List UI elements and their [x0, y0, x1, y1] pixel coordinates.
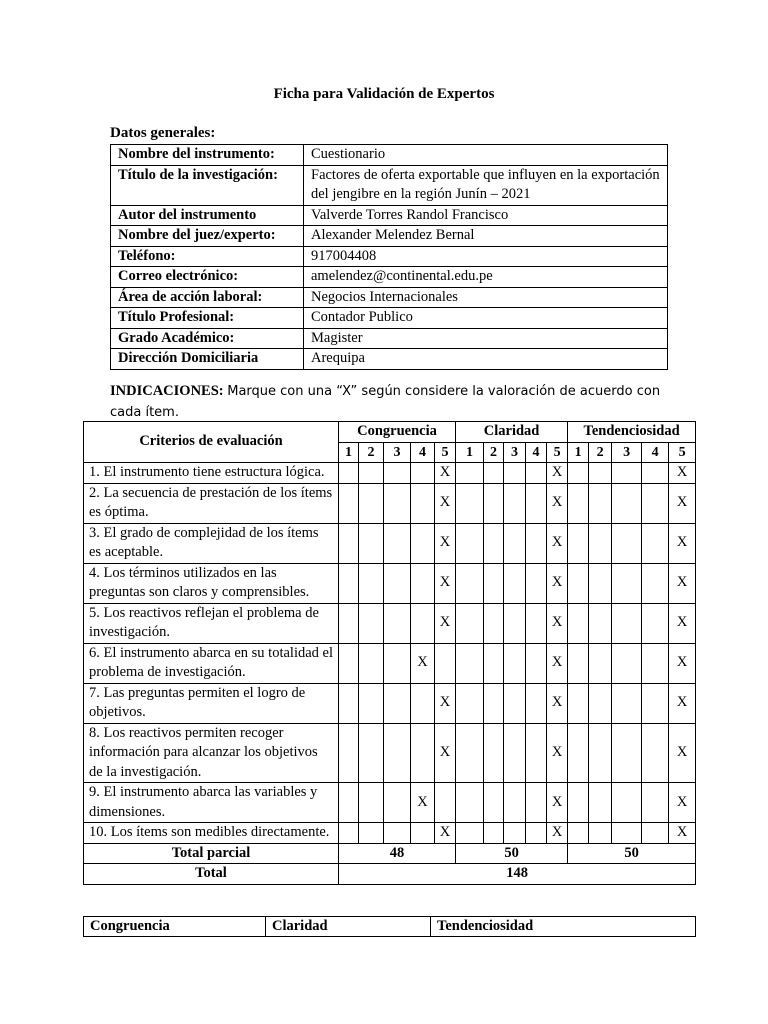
- group-header-congruencia: Congruencia: [339, 422, 456, 443]
- general-label: Correo electrónico:: [111, 267, 304, 288]
- score-cell[interactable]: [612, 823, 642, 844]
- score-cell[interactable]: [484, 483, 504, 523]
- score-cell[interactable]: [526, 783, 547, 823]
- score-cell[interactable]: [642, 603, 669, 643]
- general-value: 917004408: [304, 246, 668, 267]
- score-cell[interactable]: [526, 603, 547, 643]
- general-label: Grado Académico:: [111, 328, 304, 349]
- score-cell[interactable]: [589, 643, 612, 683]
- score-cell[interactable]: [504, 683, 526, 723]
- score-cell[interactable]: [526, 723, 547, 783]
- score-cell[interactable]: [526, 563, 547, 603]
- score-cell[interactable]: [411, 683, 435, 723]
- score-cell[interactable]: [504, 483, 526, 523]
- score-cell[interactable]: [642, 783, 669, 823]
- score-cell[interactable]: [384, 723, 411, 783]
- criterion-row: [84, 783, 696, 823]
- score-cell[interactable]: X: [669, 523, 696, 563]
- criterion-text: 9. El instrumento abarca las variables y dimensiones.: [84, 783, 339, 823]
- general-data-table: [110, 144, 668, 370]
- score-cell[interactable]: [339, 463, 359, 484]
- score-cell[interactable]: [359, 563, 384, 603]
- score-cell[interactable]: [411, 483, 435, 523]
- score-cell[interactable]: [568, 823, 589, 844]
- score-cell[interactable]: [435, 643, 456, 683]
- indications: [110, 381, 670, 423]
- score-cell[interactable]: X: [547, 603, 568, 643]
- criterion-row: [84, 643, 696, 683]
- footer-claridad: Claridad: [266, 917, 431, 937]
- partial-total-value: 48: [339, 843, 456, 864]
- score-cell[interactable]: [568, 483, 589, 523]
- score-cell[interactable]: X: [435, 823, 456, 844]
- score-cell[interactable]: X: [547, 683, 568, 723]
- score-cell[interactable]: [484, 643, 504, 683]
- score-cell[interactable]: [642, 563, 669, 603]
- criterion-text: 8. Los reactivos permiten recoger información para alcanzar los objetivos de la investigación.: [84, 723, 339, 783]
- score-cell[interactable]: [612, 643, 642, 683]
- general-value: Valverde Torres Randol Francisco: [304, 205, 668, 226]
- score-cell[interactable]: [504, 563, 526, 603]
- general-row: [111, 145, 668, 166]
- general-value: Alexander Melendez Bernal: [304, 226, 668, 247]
- score-cell[interactable]: [411, 823, 435, 844]
- criterion-text: 5. Los reactivos reflejan el problema de investigación.: [84, 603, 339, 643]
- score-cell[interactable]: [384, 463, 411, 484]
- general-value: Arequipa: [304, 349, 668, 370]
- score-cell[interactable]: [484, 523, 504, 563]
- score-cell[interactable]: [339, 683, 359, 723]
- score-cell[interactable]: [504, 463, 526, 484]
- score-cell[interactable]: [411, 523, 435, 563]
- score-cell[interactable]: [359, 643, 384, 683]
- score-cell[interactable]: [589, 823, 612, 844]
- score-cell[interactable]: [642, 483, 669, 523]
- general-row: [111, 165, 668, 205]
- score-cell[interactable]: [339, 563, 359, 603]
- total-label: Total: [84, 864, 339, 885]
- scale-1-1: 1: [339, 442, 359, 463]
- score-cell[interactable]: [411, 463, 435, 484]
- criterion-row: [84, 683, 696, 723]
- score-cell[interactable]: [504, 783, 526, 823]
- score-cell[interactable]: [642, 523, 669, 563]
- score-cell[interactable]: [589, 523, 612, 563]
- score-cell[interactable]: [339, 643, 359, 683]
- score-cell[interactable]: [642, 463, 669, 484]
- score-cell[interactable]: [589, 783, 612, 823]
- score-cell[interactable]: [339, 823, 359, 844]
- score-cell[interactable]: [526, 643, 547, 683]
- scale-1-4: 4: [411, 442, 435, 463]
- criterion-row: [84, 563, 696, 603]
- scale-3-2: 2: [589, 442, 612, 463]
- score-cell[interactable]: [339, 523, 359, 563]
- general-row: [111, 287, 668, 308]
- score-cell[interactable]: X: [669, 563, 696, 603]
- general-value: Cuestionario: [304, 145, 668, 166]
- general-data-label: Datos generales:: [110, 125, 216, 141]
- general-label: Título Profesional:: [111, 308, 304, 329]
- score-cell[interactable]: X: [669, 683, 696, 723]
- score-cell[interactable]: [589, 483, 612, 523]
- score-cell[interactable]: [568, 783, 589, 823]
- general-label: Dirección Domiciliaria: [111, 349, 304, 370]
- score-cell[interactable]: [456, 523, 484, 563]
- score-cell[interactable]: [589, 463, 612, 484]
- score-cell[interactable]: [359, 783, 384, 823]
- score-cell[interactable]: [456, 683, 484, 723]
- score-cell[interactable]: X: [547, 463, 568, 484]
- score-cell[interactable]: X: [547, 523, 568, 563]
- score-cell[interactable]: X: [411, 783, 435, 823]
- general-label: Título de la investigación:: [111, 165, 304, 205]
- score-cell[interactable]: X: [435, 523, 456, 563]
- score-cell[interactable]: [484, 603, 504, 643]
- score-cell[interactable]: [526, 683, 547, 723]
- score-cell[interactable]: [456, 563, 484, 603]
- score-cell[interactable]: [642, 723, 669, 783]
- score-cell[interactable]: [456, 783, 484, 823]
- score-cell[interactable]: [411, 563, 435, 603]
- score-cell[interactable]: [568, 723, 589, 783]
- criterion-row: [84, 723, 696, 783]
- score-cell[interactable]: [612, 463, 642, 484]
- score-cell[interactable]: X: [669, 783, 696, 823]
- score-cell[interactable]: [339, 483, 359, 523]
- criterion-text: 4. Los términos utilizados en las preguntas son claros y comprensibles.: [84, 563, 339, 603]
- score-cell[interactable]: X: [669, 643, 696, 683]
- score-cell[interactable]: [484, 823, 504, 844]
- score-cell[interactable]: X: [669, 723, 696, 783]
- score-cell[interactable]: [526, 483, 547, 523]
- total-row: [84, 864, 696, 885]
- score-cell[interactable]: [384, 683, 411, 723]
- score-cell[interactable]: [526, 523, 547, 563]
- score-cell[interactable]: [359, 823, 384, 844]
- score-cell[interactable]: X: [547, 723, 568, 783]
- score-cell[interactable]: [484, 783, 504, 823]
- score-cell[interactable]: [612, 483, 642, 523]
- score-cell[interactable]: [568, 683, 589, 723]
- score-cell[interactable]: [456, 823, 484, 844]
- scale-2-5: 5: [547, 442, 568, 463]
- score-cell[interactable]: [339, 783, 359, 823]
- score-cell[interactable]: [384, 523, 411, 563]
- score-cell[interactable]: [384, 603, 411, 643]
- partial-total-value: 50: [568, 843, 696, 864]
- criterion-text: 6. El instrumento abarca en su totalidad el problema de investigación.: [84, 643, 339, 683]
- score-cell[interactable]: [484, 723, 504, 783]
- score-cell[interactable]: [504, 643, 526, 683]
- criteria-header: Criterios de evaluación: [84, 422, 339, 463]
- score-cell[interactable]: [339, 603, 359, 643]
- score-cell[interactable]: [504, 603, 526, 643]
- scale-2-2: 2: [484, 442, 504, 463]
- score-cell[interactable]: [484, 563, 504, 603]
- score-cell[interactable]: [612, 723, 642, 783]
- score-cell[interactable]: [359, 603, 384, 643]
- general-row: [111, 267, 668, 288]
- general-row: [111, 308, 668, 329]
- criterion-text: 3. El grado de complejidad de los ítems es aceptable.: [84, 523, 339, 563]
- score-cell[interactable]: [359, 523, 384, 563]
- score-cell[interactable]: [456, 463, 484, 484]
- score-cell[interactable]: [642, 683, 669, 723]
- score-cell[interactable]: [568, 643, 589, 683]
- general-row: [111, 226, 668, 247]
- scale-3-5: 5: [669, 442, 696, 463]
- score-cell[interactable]: [612, 563, 642, 603]
- indications-text: Marque con una “X” según considere la valoración de acuerdo con cada ítem.: [110, 384, 661, 420]
- general-label: Nombre del instrumento:: [111, 145, 304, 166]
- score-cell[interactable]: [612, 683, 642, 723]
- score-cell[interactable]: [359, 683, 384, 723]
- score-cell[interactable]: X: [669, 483, 696, 523]
- criterion-text: 2. La secuencia de prestación de los ítems es óptima.: [84, 483, 339, 523]
- score-cell[interactable]: [642, 643, 669, 683]
- score-cell[interactable]: X: [435, 723, 456, 783]
- score-cell[interactable]: [456, 483, 484, 523]
- score-cell[interactable]: [484, 683, 504, 723]
- indications-label: INDICACIONES:: [110, 383, 224, 399]
- score-cell[interactable]: [484, 463, 504, 484]
- criterion-text: 1. El instrumento tiene estructura lógica.: [84, 463, 339, 484]
- score-cell[interactable]: [456, 643, 484, 683]
- criterion-row: [84, 603, 696, 643]
- score-cell[interactable]: [411, 603, 435, 643]
- score-cell[interactable]: [568, 463, 589, 484]
- score-cell[interactable]: [589, 603, 612, 643]
- score-cell[interactable]: [589, 563, 612, 603]
- footer-tendenciosidad: Tendenciosidad: [431, 917, 696, 937]
- score-cell[interactable]: [504, 823, 526, 844]
- scale-2-3: 3: [504, 442, 526, 463]
- scale-3-3: 3: [612, 442, 642, 463]
- general-label: Autor del instrumento: [111, 205, 304, 226]
- score-cell[interactable]: [384, 483, 411, 523]
- criterion-row: [84, 823, 696, 844]
- score-cell[interactable]: [456, 603, 484, 643]
- score-cell[interactable]: X: [435, 483, 456, 523]
- score-cell[interactable]: [359, 463, 384, 484]
- score-cell[interactable]: [568, 563, 589, 603]
- score-cell[interactable]: [504, 723, 526, 783]
- score-cell[interactable]: X: [547, 783, 568, 823]
- group-header-row: [84, 422, 696, 443]
- summary-footer-table: [83, 916, 696, 937]
- criterion-text: 7. Las preguntas permiten el logro de objetivos.: [84, 683, 339, 723]
- score-cell[interactable]: X: [435, 603, 456, 643]
- partial-total-label: Total parcial: [84, 843, 339, 864]
- evaluation-table: [83, 421, 696, 885]
- general-row: [111, 246, 668, 267]
- score-cell[interactable]: [642, 823, 669, 844]
- general-row: [111, 349, 668, 370]
- group-header-tendenciosidad: Tendenciosidad: [568, 422, 696, 443]
- criterion-text: 10. Los ítems son medibles directamente.: [84, 823, 339, 844]
- score-cell[interactable]: X: [669, 603, 696, 643]
- scale-3-1: 1: [568, 442, 589, 463]
- score-cell[interactable]: X: [547, 823, 568, 844]
- score-cell[interactable]: X: [669, 823, 696, 844]
- page-title: Ficha para Validación de Expertos: [273, 86, 495, 102]
- scale-2-1: 1: [456, 442, 484, 463]
- score-cell[interactable]: [359, 483, 384, 523]
- score-cell[interactable]: [526, 823, 547, 844]
- score-cell[interactable]: [589, 723, 612, 783]
- general-label: Nombre del juez/experto:: [111, 226, 304, 247]
- scale-1-3: 3: [384, 442, 411, 463]
- score-cell[interactable]: [589, 683, 612, 723]
- score-cell[interactable]: [568, 523, 589, 563]
- criterion-row: [84, 523, 696, 563]
- score-cell[interactable]: [384, 783, 411, 823]
- score-cell[interactable]: X: [547, 643, 568, 683]
- scale-2-4: 4: [526, 442, 547, 463]
- score-cell[interactable]: [384, 563, 411, 603]
- general-label: Área de acción laboral:: [111, 287, 304, 308]
- partial-total-row: [84, 843, 696, 864]
- score-cell[interactable]: [568, 603, 589, 643]
- score-cell[interactable]: [612, 783, 642, 823]
- footer-congruencia: Congruencia: [84, 917, 266, 937]
- score-cell[interactable]: [339, 723, 359, 783]
- score-cell[interactable]: [526, 463, 547, 484]
- general-row: [111, 328, 668, 349]
- score-cell[interactable]: [435, 783, 456, 823]
- score-cell[interactable]: X: [547, 563, 568, 603]
- score-cell[interactable]: [411, 723, 435, 783]
- group-header-claridad: Claridad: [456, 422, 568, 443]
- general-value: amelendez@continental.edu.pe: [304, 267, 668, 288]
- general-value: Magister: [304, 328, 668, 349]
- criterion-row: [84, 463, 696, 484]
- general-value: Factores de oferta exportable que influyen en la exportación del jengibre en la región Junín – 2021: [304, 165, 668, 205]
- score-cell[interactable]: X: [411, 643, 435, 683]
- score-cell[interactable]: [359, 723, 384, 783]
- score-cell[interactable]: X: [435, 563, 456, 603]
- criterion-row: [84, 483, 696, 523]
- score-cell[interactable]: X: [435, 683, 456, 723]
- scale-1-5: 5: [435, 442, 456, 463]
- general-value: Negocios Internacionales: [304, 287, 668, 308]
- partial-total-value: 50: [456, 843, 568, 864]
- score-cell[interactable]: X: [547, 483, 568, 523]
- score-cell[interactable]: [504, 523, 526, 563]
- score-cell[interactable]: [384, 823, 411, 844]
- score-cell[interactable]: [384, 643, 411, 683]
- score-cell[interactable]: [456, 723, 484, 783]
- score-cell[interactable]: X: [435, 463, 456, 484]
- scale-3-4: 4: [642, 442, 669, 463]
- score-cell[interactable]: [612, 523, 642, 563]
- general-value: Contador Publico: [304, 308, 668, 329]
- general-row: [111, 205, 668, 226]
- scale-1-2: 2: [359, 442, 384, 463]
- score-cell[interactable]: [612, 603, 642, 643]
- score-cell[interactable]: X: [669, 463, 696, 484]
- general-label: Teléfono:: [111, 246, 304, 267]
- total-value: 148: [339, 864, 696, 885]
